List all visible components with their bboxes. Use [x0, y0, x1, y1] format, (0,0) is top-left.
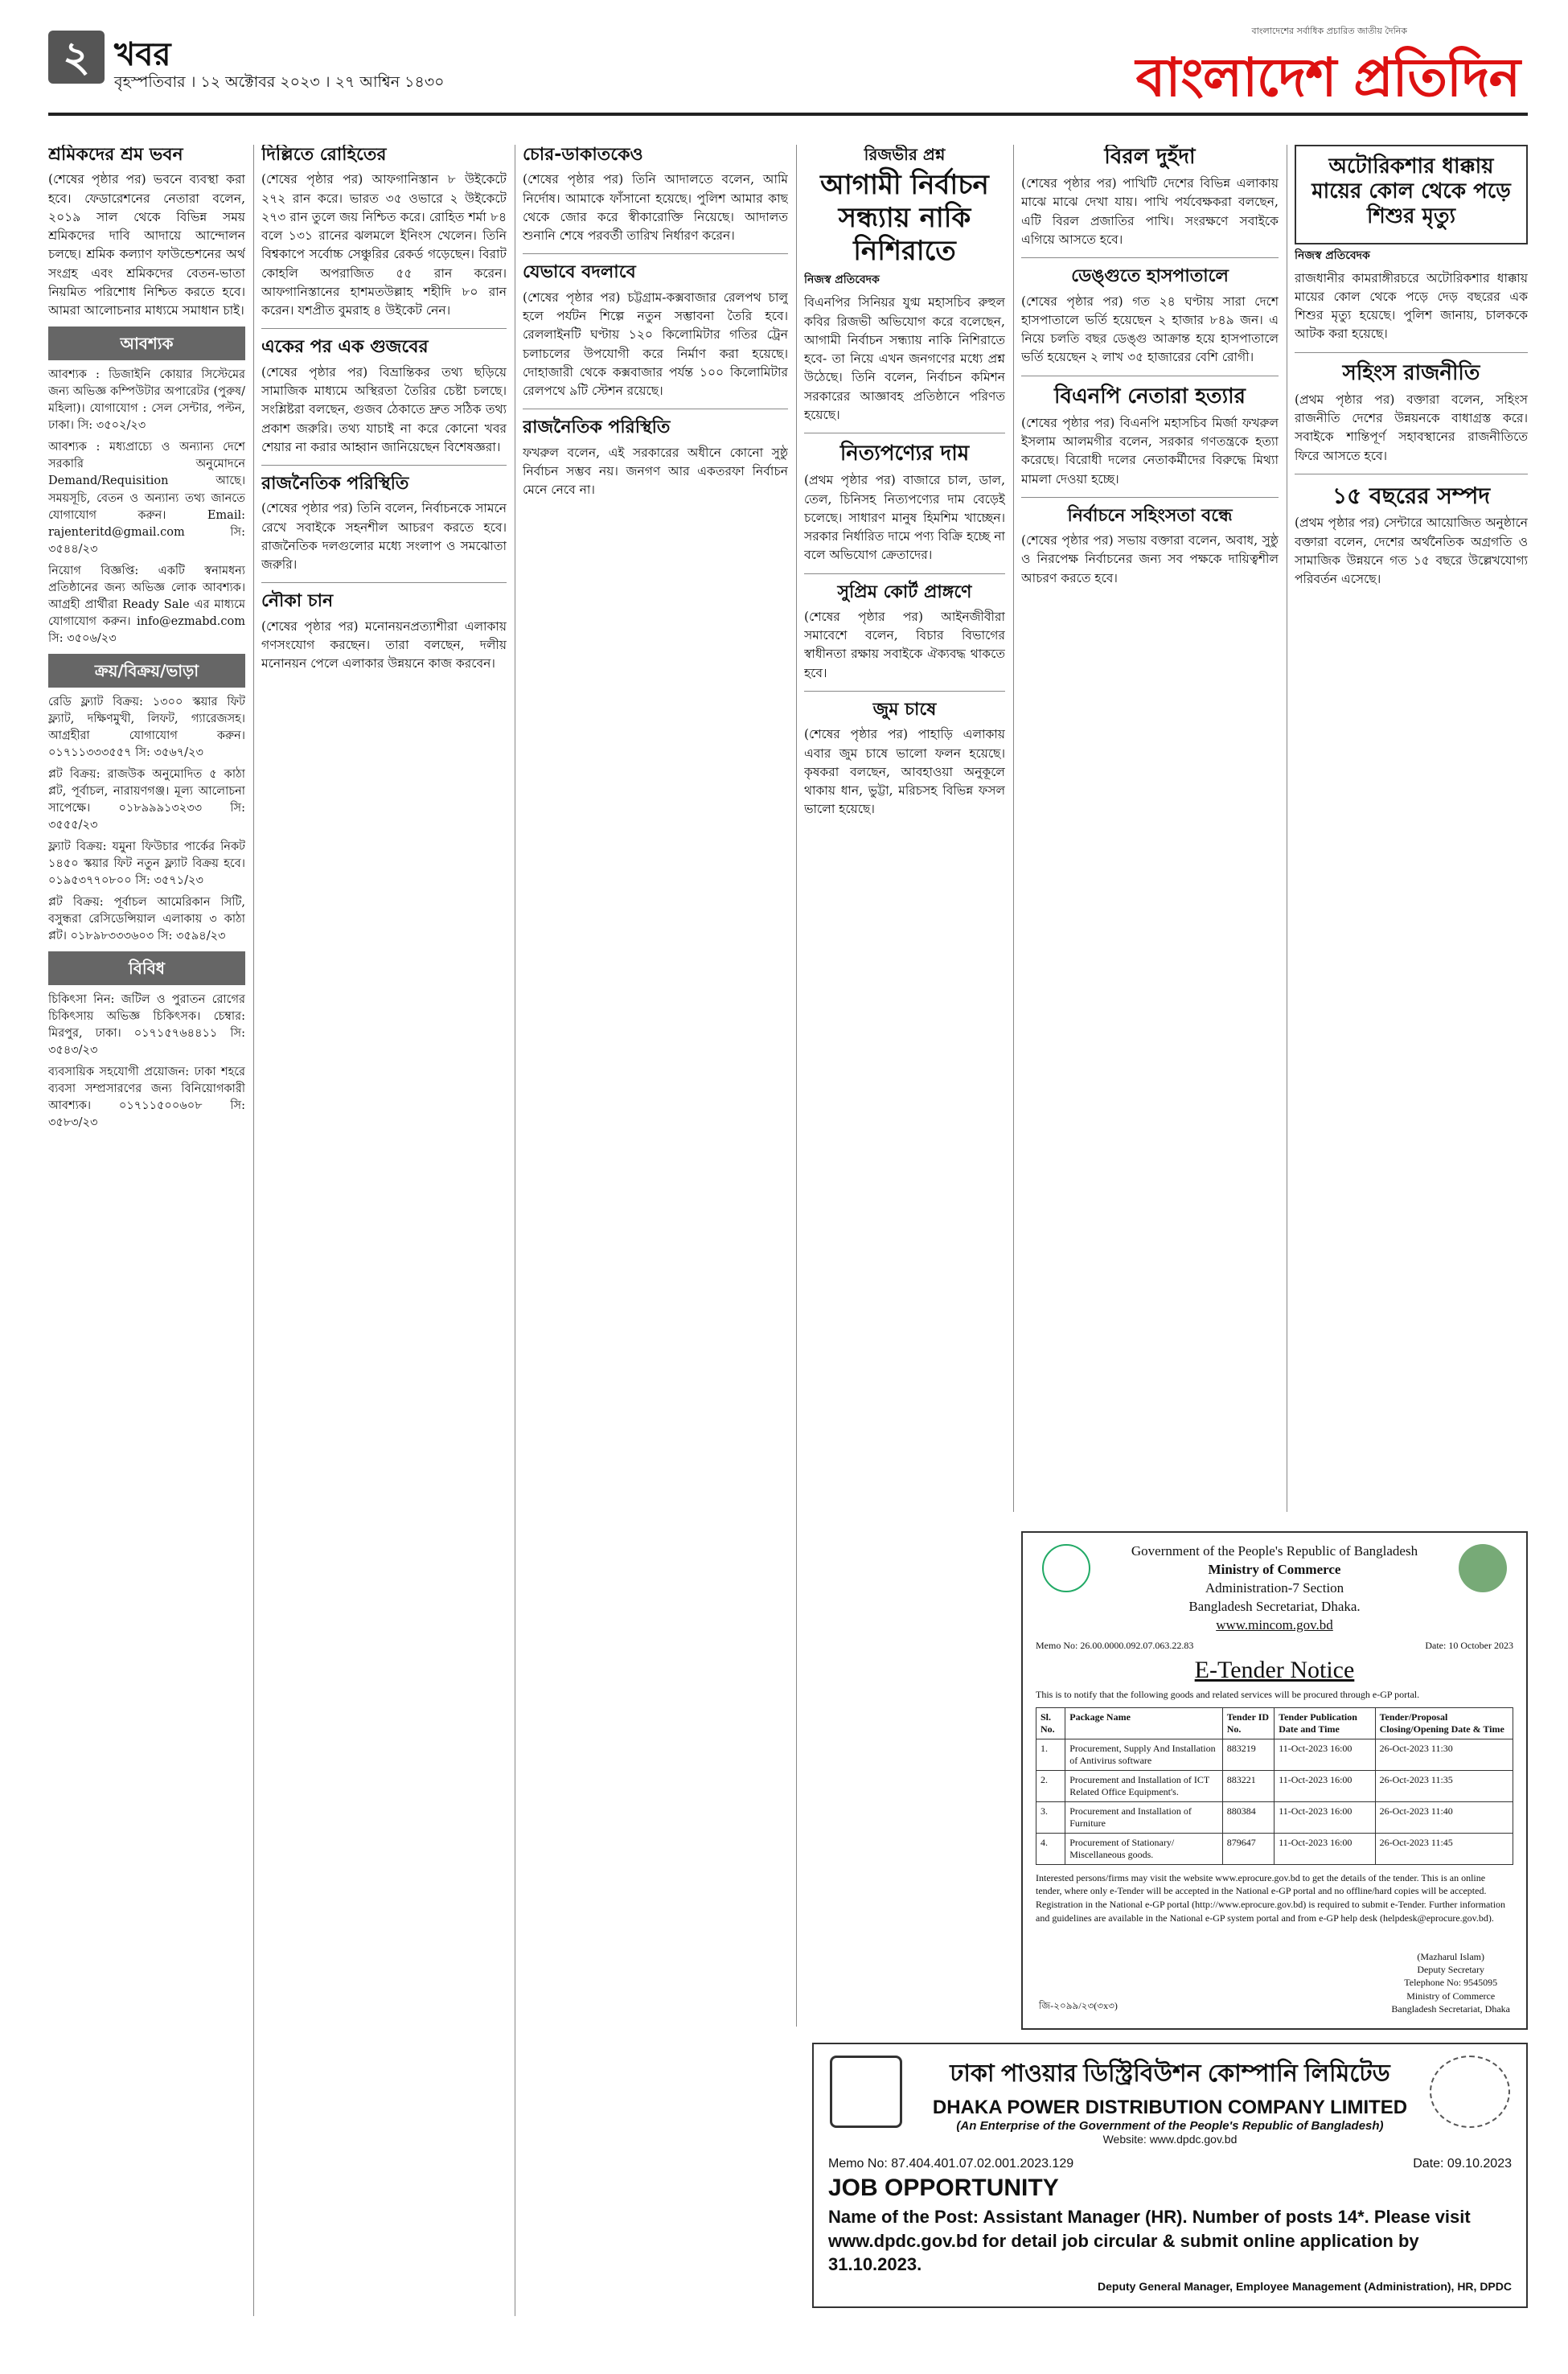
- table-cell: 883219: [1222, 1739, 1275, 1770]
- page-date: বৃহস্পতিবার । ১২ অক্টোবর ২০২৩ । ২৭ আশ্বিন ১৪৩০: [114, 73, 445, 91]
- table-cell: Procurement and Installation of ICT Related Office Equipment's.: [1065, 1770, 1222, 1801]
- tender-govt: Government of the People's Republic of Bangladesh: [1131, 1543, 1418, 1559]
- lead-headline: আগামী নির্বাচন সন্ধ্যায় নাকি নিশিরাতে: [820, 169, 989, 267]
- divider: [804, 691, 1005, 692]
- story-body: (শেষের পৃষ্ঠার পর) আফগানিস্তান ৮ উইকেটে ২৭২ রান করে। ভারত ৩৫ ওভারে ২ উইকেটে ২৭৩ রান তুলে জয় নিশ্চিত করে। রোহিত শর্মা ৮৪ বলে ১৩১ রানের ঝলমলে ইনিংস খেলেন। তিনি বিশ্বকাপে সর্বোচ্চ সেঞ্চুরির রেকর্ড গড়েছেন। বিরাট কোহলি অপরাজিত ৫৫ রান করেন। আফগানিস্তানের হাশমতউল্লাহ শহীদি ৮০ রান করেন। যশপ্রীত বুমরাহ ৪ উইকেট নেন।: [261, 172, 507, 318]
- table-cell: 26-Oct-2023 11:35: [1375, 1770, 1513, 1801]
- dpdc-logo-icon: [830, 2056, 902, 2128]
- story-title: নিত্যপণ্যের দাম: [839, 442, 970, 466]
- column-6: [1295, 145, 1528, 1512]
- story-body: (শেষের পৃষ্ঠার পর) বিভ্রান্তিকর তথ্য ছড়িয়ে সামাজিক মাধ্যমে অস্থিরতা তৈরির চেষ্টা চলছে। সংশ্লিষ্টরা বলছেন, গুজব ঠেকাতে দ্রুত সঠিক তথ্য প্রকাশ জরুরি। তথ্য যাচাই না করে কোনো খবর শেয়ার না করার আহ্বান জানিয়েছেন বিশেষজ্ঞরা।: [261, 364, 507, 454]
- table-cell: Procurement of Stationary/ Miscellaneous goods.: [1065, 1833, 1222, 1864]
- table-row: [1036, 1833, 1513, 1864]
- table-cell: 11-Oct-2023 16:00: [1275, 1770, 1375, 1801]
- tender-memo: Memo No: 26.00.0000.092.07.063.22.83: [1036, 1639, 1194, 1651]
- classified-item: আবশ্যক : মধ্যপ্রাচ্যে ও অন্যান্য দেশে সরকারি অনুমোদনে Demand/Requisition আছে। সময়সূচি, বেতন ও অন্যান্য তথ্য জানতে যোগাযোগ করুন। Email: rajenteritd@gmail.com সি: ৩৫৪৪/২৩: [48, 441, 245, 556]
- story-title: যেভাবে বদলাবে: [523, 262, 636, 283]
- table-cell: Procurement and Installation of Furniture: [1065, 1801, 1222, 1833]
- classified-heading: আবশ্যক: [48, 327, 245, 360]
- column-5: [1021, 145, 1279, 1512]
- signer-title: Deputy Secretary: [1417, 1964, 1485, 1976]
- table-cell: 26-Oct-2023 11:40: [1375, 1801, 1513, 1833]
- story-title: ১৫ বছরের সম্পদ: [1332, 482, 1491, 509]
- story-body: (প্রথম পৃষ্ঠার পর) সেন্টারে আয়োজিত অনুষ্ঠানে বক্তারা বলেন, দেশের অর্থনৈতিক অগ্রগতি ও সামাজিক উন্নয়নে গত ১৫ বছরে উল্লেখযোগ্য পরিবর্তন এসেছে।: [1295, 515, 1528, 587]
- table-cell: 11-Oct-2023 16:00: [1275, 1833, 1375, 1864]
- table-cell: 26-Oct-2023 11:45: [1375, 1833, 1513, 1864]
- bulb-logo-icon: [1430, 2056, 1510, 2128]
- table-cell: 879647: [1222, 1833, 1275, 1864]
- story-title: চোর-ডাকাতকেও: [523, 145, 643, 165]
- divider: [261, 582, 507, 583]
- table-cell: 880384: [1222, 1801, 1275, 1833]
- story-body: রাজধানীর কামরাঙ্গীরচরে অটোরিকশার ধাক্কায় মায়ের কোল থেকে পড়ে দেড় বছরের এক শিশুর মৃত্যু হয়েছে। পুলিশ জানায়, চালককে আটক করা হয়েছে।: [1295, 270, 1528, 342]
- story-title: বিরল দুহঁদা: [1104, 145, 1196, 169]
- divider: [1295, 352, 1528, 353]
- header-rule: [48, 113, 1528, 116]
- story-title: রাজনৈতিক পরিস্থিতি: [261, 474, 409, 495]
- mujib-emblem-icon: [1042, 1544, 1090, 1592]
- story-body: (শেষের পৃষ্ঠার পর) পাহাড়ি এলাকায় এবার জুম চাষে ভালো ফলন হয়েছে। কৃষকরা বলছেন, আবহাওয়া অনুকূলে থাকায় ধান, ভুট্টা, মরিচসহ বিভিন্ন ফসল ভালো হয়েছে।: [804, 727, 1005, 817]
- story-body: (শেষের পৃষ্ঠার পর) চট্টগ্রাম-কক্সবাজার রেলপথ চালু হলে পর্যটন শিল্পে নতুন সম্ভাবনা তৈরি হবে। রেললাইনটি ঘণ্টায় ১২০ কিলোমিটার গতির ট্রেন চলাচলের উপযোগী করে নির্মাণ করা হয়েছে। দোহাজারী থেকে কক্সবাজার পর্যন্ত ১০০ কিলোমিটার রেলপথে ৯টি স্টেশন রয়েছে।: [523, 290, 788, 399]
- dpdc-job-ad: [812, 2043, 1528, 2308]
- divider: [1021, 497, 1279, 498]
- dpdc-website[interactable]: Website: www.dpdc.gov.bd: [1102, 2133, 1238, 2146]
- story-body: (শেষের পৃষ্ঠার পর) পাখিটি দেশের বিভিন্ন এলাকায় মাঝে মাঝে দেখা যায়। পাখি পর্যবেক্ষকরা বলছেন, এটি বিরল প্রজাতির পাখি। সংরক্ষণে সবাইকে এগিয়ে আসতে হবে।: [1021, 176, 1279, 247]
- story-title: দিল্লিতে রোহিতের: [261, 145, 387, 165]
- signer-name: (Mazharul Islam): [1417, 1951, 1485, 1963]
- page-label: খবর: [114, 36, 171, 73]
- portrait-icon: [1459, 1544, 1507, 1592]
- table-header: Package Name: [1065, 1707, 1222, 1739]
- table-header: Sl. No.: [1036, 1707, 1065, 1739]
- story-title: ডেঙ্গুতে হাসপাতালে: [1071, 266, 1229, 287]
- story-body: (শেষের পৃষ্ঠার পর) মনোনয়নপ্রত্যাশীরা এলাকায় গণসংযোগ করছেন। তারা বলছেন, দলীয় মনোনয়ন পেলে এলাকার উন্নয়নে কাজ করবেন।: [261, 618, 507, 672]
- column-2: [261, 145, 507, 2316]
- story-title: নৌকা চান: [261, 591, 334, 612]
- tender-intro: This is to notify that the following goods and related services will be procured through e-GP portal.: [1036, 1688, 1420, 1700]
- page-number: ২: [48, 31, 105, 84]
- classified-item: চিকিৎসা নিন: জটিল ও পুরাতন রোগের চিকিৎসায় অভিজ্ঞ চিকিৎসক। চেম্বার: মিরপুর, ঢাকা। ০১৭১৫৭৬৪৪১১ সি: ৩৫৪৩/২৩: [48, 992, 245, 1057]
- classified-item: রেডি ফ্ল্যাট বিক্রয়: ১৩০০ স্কয়ার ফিট ফ্ল্যাট, দক্ষিণমুখী, লিফট, গ্যারেজসহ। আগ্রহীরা যোগাযোগ করুন। ০১৭১১৩৩৩৫৫৭ সি: ৩৫৬৭/২৩: [48, 695, 245, 759]
- brand-tagline: বাংলাদেশের সর্বাধিক প্রচারিত জাতীয় দৈনিক: [1251, 26, 1407, 36]
- job-title: JOB OPPORTUNITY: [828, 2175, 1059, 2201]
- story-title: অটোরিকশার ধাক্কায় মায়ের কোল থেকে পড়ে শিশুর মৃত্যু: [1311, 154, 1511, 229]
- tender-signature: [1391, 1950, 1510, 2015]
- table-cell: 2.: [1036, 1770, 1065, 1801]
- story-title: শ্রমিকদের শ্রম ভবন: [48, 145, 183, 165]
- table-row: [1036, 1739, 1513, 1770]
- column-divider: [796, 145, 797, 2027]
- column-3: [523, 145, 788, 2316]
- dpdc-memo: Memo No: 87.404.401.07.02.001.2023.129: [828, 2157, 1074, 2171]
- table-row: [1036, 1801, 1513, 1833]
- column-4: [804, 145, 1005, 2027]
- story-title: একের পর এক গুজবের: [261, 337, 429, 358]
- tender-notice: [1021, 1531, 1528, 2030]
- classified-item: প্লট বিক্রয়: পূর্বাচল আমেরিকান সিটি, বসুন্ধরা রেসিডেন্সিয়াল এলাকায় ৩ কাঠা প্লট। ০১৮৯৮৩৩৩৬০৩ সি: ৩৫৯৪/২৩: [48, 895, 245, 943]
- classified-item: নিয়োগ বিজ্ঞপ্তি: একটি স্বনামধন্য প্রতিষ্ঠানের জন্য অভিজ্ঞ লোক আবশ্যক। আগ্রহী প্রার্থীরা Ready Sale এর মাধ্যমে যোগাযোগ করুন। info@ezmabd.com সি: ৩৫০৬/২৩: [48, 564, 245, 645]
- tender-secretariat: Bangladesh Secretariat, Dhaka.: [1188, 1598, 1361, 1614]
- dpdc-name-bn: ঢাকা পাওয়ার ডিস্ট্রিবিউশন কোম্পানি লিমিটেড: [950, 2060, 1390, 2087]
- signer-ministry: Ministry of Commerce: [1406, 1990, 1496, 2002]
- story-body: (প্রথম পৃষ্ঠার পর) বাজারে চাল, ডাল, তেল, চিনিসহ নিত্যপণ্যের দাম বেড়েই চলেছে। সাধারণ মানুষ হিমশিম খাচ্ছেন। সরকার নির্ধারিত দামে পণ্য বিক্রি হচ্ছে না বলে অভিযোগ ক্রেতাদের।: [804, 473, 1005, 563]
- byline: নিজস্ব প্রতিবেদক: [804, 273, 880, 287]
- story-title: নির্বাচনে সহিংসতা বন্ধে: [1067, 505, 1233, 526]
- table-cell: 3.: [1036, 1801, 1065, 1833]
- divider: [804, 573, 1005, 574]
- tender-website[interactable]: www.mincom.gov.bd: [1216, 1616, 1333, 1633]
- table-cell: 1.: [1036, 1739, 1065, 1770]
- table-cell: Procurement, Supply And Installation of Antivirus software: [1065, 1739, 1222, 1770]
- table-cell: 26-Oct-2023 11:30: [1375, 1739, 1513, 1770]
- table-header: Tender Publication Date and Time: [1275, 1707, 1375, 1739]
- story-title: রাজনৈতিক পরিস্থিতি: [523, 417, 671, 438]
- story-title: সহিংস রাজনীতি: [1342, 360, 1480, 385]
- story-body: (শেষের পৃষ্ঠার পর) তিনি বলেন, নির্বাচনকে সামনে রেখে সবাইকে সহনশীল আচরণ করতে হবে। রাজনৈতিক দলগুলোর মধ্যে সংলাপ ও সমঝোতা জরুরি।: [261, 501, 507, 573]
- tender-section: Administration-7 Section: [1205, 1579, 1344, 1596]
- column-divider: [1013, 145, 1014, 1512]
- job-text: Name of the Post: Assistant Manager (HR). Number of posts 14*. Please visit www.dpdc.gov.bd for detail job circular & submit online application by 31.10.2023.: [828, 2207, 1471, 2275]
- misc-heading: বিবিধ: [48, 951, 245, 985]
- story-body: (শেষের পৃষ্ঠার পর) আইনজীবীরা সমাবেশে বলেন, বিচার বিভাগের স্বাধীনতা রক্ষায় সবাইকে ঐক্যবদ্ধ থাকতে হবে।: [804, 609, 1005, 680]
- tender-ref: জি-২০৯৯/২৩(৩x৩): [1039, 2000, 1118, 2011]
- table-cell: 883221: [1222, 1770, 1275, 1801]
- table-row: [1036, 1770, 1513, 1801]
- story-body: (শেষের পৃষ্ঠার পর) গত ২৪ ঘণ্টায় সারা দেশে হাসপাতালে ভর্তি হয়েছেন ২ হাজার ৮৪৯ জন। এ নিয়ে চলতি বছর ডেঙ্গু আক্রান্ত হয়ে হাসপাতালে ভর্তি হয়েছেন ২ লাখ ৩৫ হাজারের বেশি রোগী।: [1021, 294, 1279, 365]
- story-title: সুপ্রিম কোর্ট প্রাঙ্গণে: [837, 581, 972, 602]
- divider: [261, 465, 507, 466]
- tender-date: Date: 10 October 2023: [1425, 1639, 1513, 1651]
- tender-ministry: Ministry of Commerce: [1208, 1561, 1341, 1577]
- tender-title: E-Tender Notice: [1194, 1656, 1355, 1683]
- table-header: Tender ID No.: [1222, 1707, 1275, 1739]
- divider: [523, 253, 788, 254]
- dpdc-signature: Deputy General Manager, Employee Management (Administration), HR, DPDC: [1098, 2280, 1512, 2294]
- table-cell: 4.: [1036, 1833, 1065, 1864]
- signer-place: Bangladesh Secretariat, Dhaka: [1391, 2002, 1510, 2015]
- table-cell: 11-Oct-2023 16:00: [1275, 1739, 1375, 1770]
- dpdc-date: Date: 09.10.2023: [1413, 2157, 1512, 2171]
- story-body: (শেষের পৃষ্ঠার পর) ভবনে ব্যবস্থা করা হবে। ফেডারেশনের নেতারা বলেন, ২০১৯ সাল থেকে বিভিন্ন সময় শ্রমিকদের দাবি আদায়ে আন্দোলন চলছে। শ্রমিক কল্যাণ ফাউন্ডেশনের অর্থ সংগ্রহ এবং শ্রমিকদের বেতন-ভাতা নিয়মিত পরিশোধ নিশ্চিত করতে হবে। আমরা আলোচনার মাধ্যমে সমাধান চাই।: [48, 172, 245, 318]
- story-title: জুম চাষে: [872, 699, 937, 720]
- tender-table: [1036, 1707, 1513, 1865]
- story-body: বিএনপির সিনিয়র যুগ্ম মহাসচিব রুহুল কবির রিজভী অভিযোগ করে বলেছেন, আগামী নির্বাচন সন্ধ্যায় নাকি নিশিরাতে হবে- তা নিয়ে এখন জনগণের মধ্যে প্রশ্ন উঠেছে। তিনি বলেন, নির্বাচন কমিশন সরকারের আজ্ঞাবহ প্রতিষ্ঠানে পরিণত হয়েছে।: [804, 295, 1005, 422]
- table-cell: 11-Oct-2023 16:00: [1275, 1801, 1375, 1833]
- table-header: Tender/Proposal Closing/Opening Date & Time: [1375, 1707, 1513, 1739]
- classified-item: আবশ্যক : ডিজাইনি কোয়ার সিস্টেমের জন্য অভিজ্ঞ কম্পিউটার অপারেটর (পুরুষ/মহিলা)। যোগাযোগ : সেল সেন্টার, পল্টন, ঢাকা। সি: ৩৫০২/২৩: [48, 368, 245, 433]
- divider: [1021, 257, 1279, 258]
- story-body: (শেষের পৃষ্ঠার পর) বিএনপি মহাসচিব মির্জা ফখরুল ইসলাম আলমগীর বলেন, সরকার গণতন্ত্রকে হত্যা করেছে। বিরোধী দলের নেতাকর্মীদের বিরুদ্ধে মিথ্যা মামলা দেওয়া হচ্ছে।: [1021, 415, 1279, 487]
- dpdc-subtitle: (An Enterprise of the Government of the People's Republic of Bangladesh): [956, 2119, 1384, 2133]
- masthead: [48, 23, 1528, 111]
- story-body: (প্রথম পৃষ্ঠার পর) বক্তারা বলেন, সহিংস রাজনীতি দেশের উন্নয়নকে বাধাগ্রস্ত করে। সবাইকে শান্তিপূর্ণ সহাবস্থানের রাজনীতিতে ফিরে আসতে হবে।: [1295, 392, 1528, 463]
- classified-item: ব্যবসায়িক সহযোগী প্রয়োজন: ঢাকা শহরে ব্যবসা সম্প্রসারণের জন্য বিনিয়োগকারী আবশ্যক। ০১৭১১৫০০৬০৮ সি: ৩৫৮৩/২৩: [48, 1065, 245, 1129]
- story-kicker: রিজভীর প্রশ্ন: [864, 145, 946, 164]
- classified-item: প্লট বিক্রয়: রাজউক অনুমোদিত ৫ কাঠা প্লট, পূর্বাচল, নারায়ণগঞ্জ। মূল্য আলোচনা সাপেক্ষে। ০১৮৯৯৯১৩২৩৩ সি: ৩৫৫৫/২৩: [48, 767, 245, 832]
- story-body: ফখরুল বলেন, এই সরকারের অধীনে কোনো সুষ্ঠু নির্বাচন সম্ভব নয়। জনগণ আর একতরফা নির্বাচন মেনে নেবে না।: [523, 445, 788, 498]
- sale-heading: ক্রয়/বিক্রয়/ভাড়া: [48, 654, 245, 688]
- story-body: (শেষের পৃষ্ঠার পর) তিনি আদালতে বলেন, আমি নির্দোষ। আমাকে ফাঁসানো হয়েছে। পুলিশ আমার কাছ থেকে জোর করে স্বীকারোক্তি নিয়েছে। আদালত শুনানি শেষে পরবর্তী তারিখ নির্ধারণ করেন।: [523, 172, 788, 244]
- dpdc-name-en: DHAKA POWER DISTRIBUTION COMPANY LIMITED: [932, 2097, 1408, 2118]
- column-divider: [253, 145, 254, 2316]
- tender-footer: Interested persons/firms may visit the website www.eprocure.gov.bd to get the details of the tender. This is an online tender, where only e-Tender will be accepted in the National e-GP portal and no offline/hard copies will be accepted. Registration in the National e-GP portal (http://www.eprocure.gov.bd) is required to submit e-Tender. Further information and guidelines are available in the National e-GP system portal and from e-GP help desk (helpdesk@eprocure.gov.bd).: [1036, 1871, 1506, 1924]
- signer-phone: Telephone No: 9545095: [1404, 1977, 1498, 1989]
- classified-item: ফ্ল্যাট বিক্রয়: যমুনা ফিউচার পার্কের নিকট ১৪৫০ স্কয়ার ফিট নতুন ফ্ল্যাট বিক্রয় হবে। ০১৯৫৩৭৭০৮০০ সি: ৩৫৭১/২৩: [48, 840, 245, 887]
- brand-logo: বাংলাদেশ প্রতিদিন: [1135, 47, 1520, 109]
- byline: নিজস্ব প্রতিবেদক: [1295, 248, 1370, 262]
- boxed-story: [1295, 145, 1528, 244]
- story-body: (শেষের পৃষ্ঠার পর) সভায় বক্তারা বলেন, অবাধ, সুষ্ঠু ও নিরপেক্ষ নির্বাচনের জন্য সব পক্ষকে দায়িত্বশীল আচরণ করতে হবে।: [1021, 533, 1279, 585]
- column-classifieds: [48, 145, 245, 2316]
- story-title: বিএনপি নেতারা হত্যার: [1054, 384, 1246, 409]
- divider: [261, 328, 507, 329]
